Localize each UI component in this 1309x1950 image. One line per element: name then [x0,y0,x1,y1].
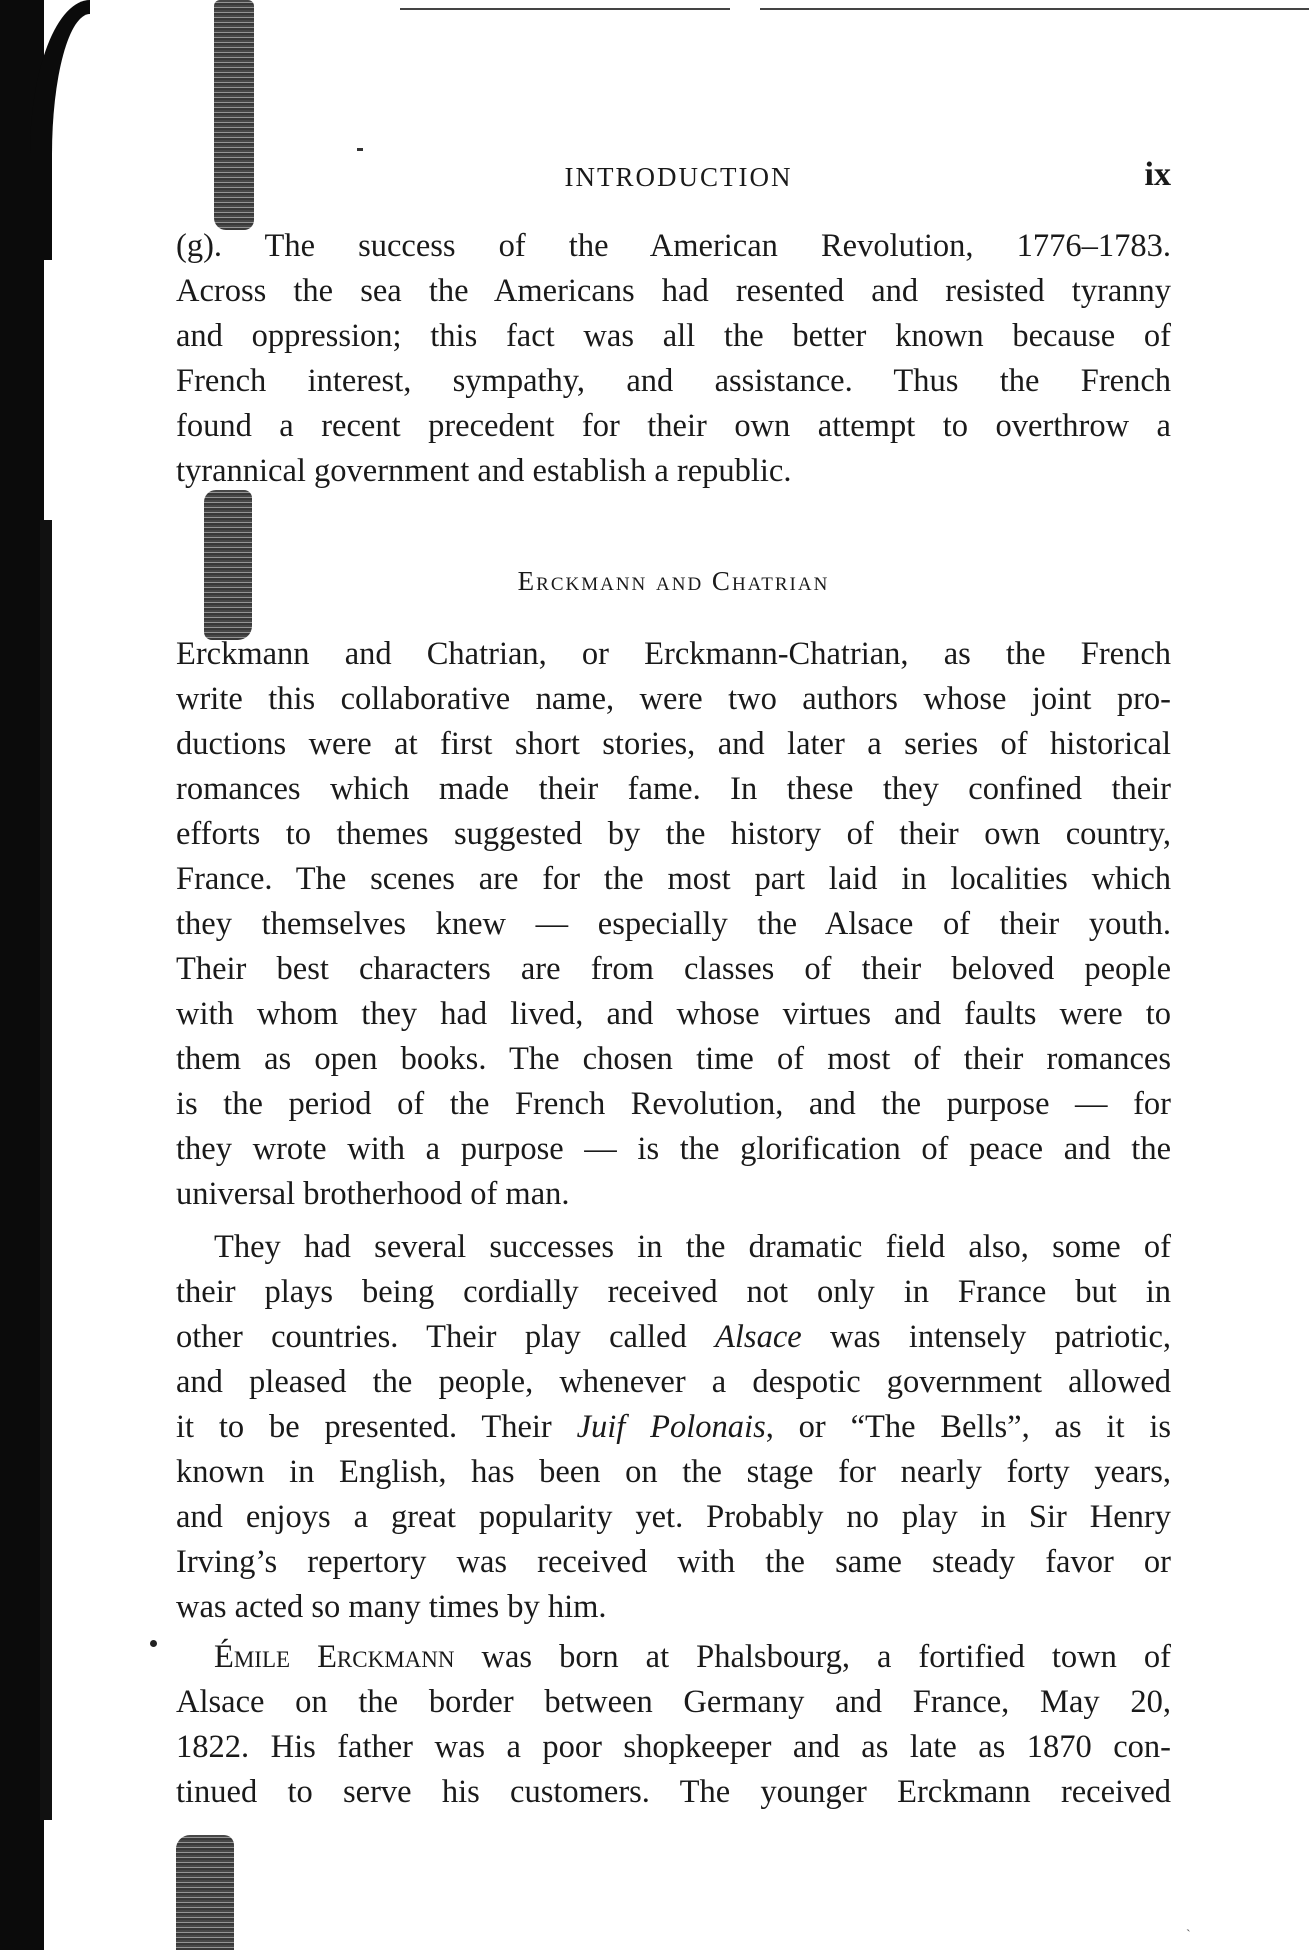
section-heading-text: Erckmann and Chatrian [517,566,830,596]
text-line: Their best characters are from classes of their beloved people [176,951,1171,987]
text-line: with whom they had lived, and whose virtues and faults were to [176,996,1171,1032]
text-line [176,1635,1171,1680]
section-heading [176,566,1171,597]
play-title-juif-polonais: Juif Polonais [576,1409,766,1445]
page-number: ix [1144,156,1171,193]
scan-smudge-middle [204,490,252,640]
text-line: (g). The success of the American Revolution, 1776–1783. [176,228,1171,264]
text-line: Irving’s repertory was received with the same steady favor or [176,1544,1171,1580]
top-rule-left [400,8,730,10]
text-line: Across the sea the Americans had resented and resisted tyranny [176,273,1171,309]
text-line: they wrote with a purpose — is the glorification of peace and the [176,1131,1171,1167]
text-line: write this collaborative name, were two authors whose joint pro- [176,681,1171,717]
text-line: efforts to themes suggested by the history of their own country, [176,816,1171,852]
text-line: is the period of the French Revolution, and the purpose — for [176,1086,1171,1122]
text-line: and pleased the people, whenever a despotic government allowed [176,1364,1171,1400]
text-line: was acted so many times by him. [176,1589,607,1625]
text-line: universal brotherhood of man. [176,1176,570,1212]
text-line: they themselves knew — especially the Alsace of their youth. [176,906,1171,942]
page-header [176,156,1171,196]
text-run: was intensely patriotic, [801,1319,1171,1355]
text-line: tinued to serve his customers. The younger Erckmann received [176,1774,1171,1810]
paragraph-dramatic-successes [176,1225,1171,1630]
text-line: their plays being cordially received not only in France but in [176,1274,1171,1310]
text-run: other countries. Their play called [176,1319,716,1355]
text-run: was born at Phalsbourg, a fortified town of [454,1639,1171,1675]
text-line: tyrannical government and establish a republic. [176,453,792,489]
text-line: and oppression; this fact was all the better known because of [176,318,1171,354]
paragraph-american-revolution [176,224,1171,494]
text-line: found a recent precedent for their own attempt to overthrow a [176,408,1171,444]
binding-edge-shadow [0,0,44,1950]
text-line [176,1315,1171,1360]
margin-dot [150,1640,157,1647]
scan-corner-mark: ` [1186,1928,1191,1943]
text-run: , or “The Bells”, as it is [765,1409,1171,1445]
person-name-smallcaps: Émile Erckmann [214,1639,455,1675]
text-line: romances which made their fame. In these they confined their [176,771,1171,807]
text-line: France. The scenes are for the most part laid in localities which [176,861,1171,897]
text-run: it to be presented. Their [176,1409,577,1445]
text-line: known in English, has been on the stage for nearly forty years, [176,1454,1171,1490]
text-line: and enjoys a great popularity yet. Probably no play in Sir Henry [176,1499,1171,1535]
text-line [176,1405,1171,1450]
running-head: INTRODUCTION [564,162,793,192]
text-line: Alsace on the border between Germany and France, May 20, [176,1684,1171,1720]
top-rule-right [760,8,1309,10]
text-line: French interest, sympathy, and assistance. Thus the French [176,363,1171,399]
scan-smudge-bottom [176,1835,234,1950]
binding-edge-inner [40,520,52,1820]
text-line: ductions were at first short stories, and later a series of historical [176,726,1171,762]
play-title-alsace: Alsace [715,1319,802,1355]
text-line: them as open books. The chosen time of most of their romances [176,1041,1171,1077]
paragraph-emile-erckmann [176,1635,1171,1815]
text-line: They had several successes in the dramatic field also, some of [214,1229,1171,1265]
paragraph-authors [176,632,1171,1217]
print-speck [357,148,363,151]
text-line: Erckmann and Chatrian, or Erckmann-Chatrian, as the French [176,636,1171,672]
text-line: 1822. His father was a poor shopkeeper and as late as 1870 con- [176,1729,1171,1765]
